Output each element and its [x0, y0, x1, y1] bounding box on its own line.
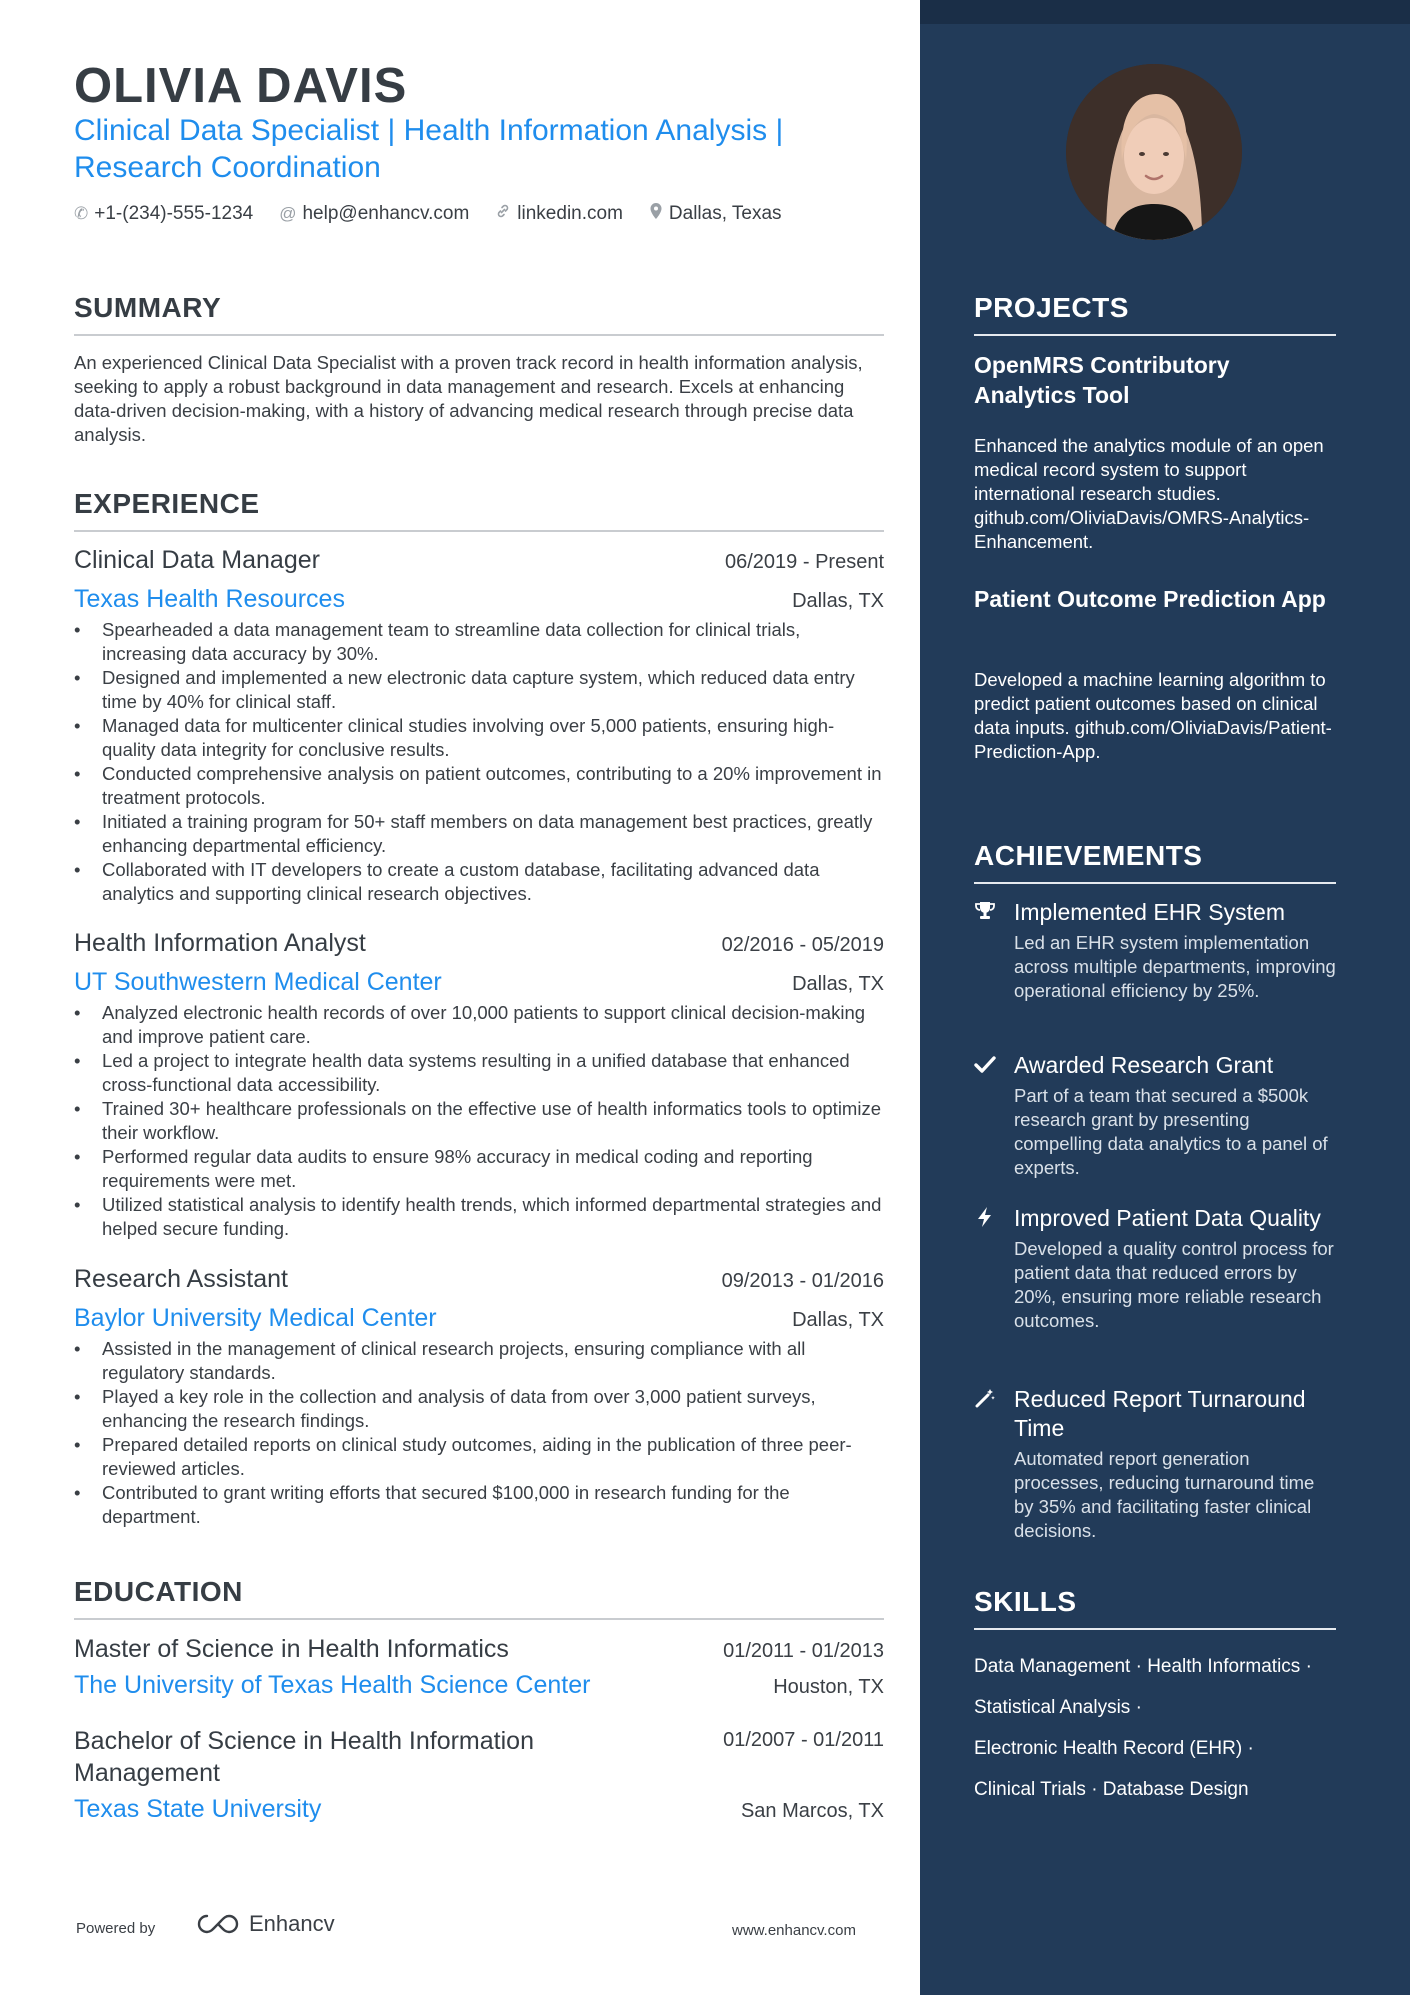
achievement-item [974, 1051, 1336, 1180]
bullet-item: • Led a project to integrate health data systems resulting in a unified database that enhanced cross-functional data accessibility. [74, 1049, 884, 1097]
phone-text: +1-(234)-555-1234 [94, 202, 254, 224]
enhancv-logo[interactable] [195, 1911, 335, 1937]
job-title: Clinical Data Manager [74, 546, 320, 574]
map-pin-icon [649, 202, 663, 225]
achievement-name: Awarded Research Grant [1014, 1052, 1274, 1078]
skills-line: Data Management · Health Informatics · [974, 1656, 1312, 1677]
bullet-item: • Analyzed electronic health records of over 10,000 patients to support clinical decision-making and improve patient care. [74, 1001, 884, 1049]
enhancv-logo-icon [195, 1912, 241, 1936]
bullet-item: • Initiated a training program for 50+ staff members on data management best practices, greatly enhancing departmental efficiency. [74, 810, 884, 858]
phone-icon: ✆ [74, 203, 89, 223]
degree-title: Master of Science in Health Informatics [74, 1635, 509, 1663]
link-icon [495, 203, 511, 224]
bolt-icon [974, 1206, 998, 1230]
degree-title: Bachelor of Science in Health Information Management [74, 1727, 534, 1787]
bullet-item: • Played a key role in the collection and analysis of data from over 3,000 patient surveys, enhancing the research findings. [74, 1385, 884, 1433]
job-bullets [74, 1001, 884, 1241]
contact-email[interactable] [279, 202, 469, 225]
company-name: Texas Health Resources [74, 585, 345, 613]
sidebar-top-strip [920, 0, 1410, 24]
education-entry [74, 1633, 884, 1700]
school-name: Texas State University [74, 1795, 322, 1823]
job-dates: 02/2016 - 05/2019 [721, 934, 884, 956]
job-dates: 09/2013 - 01/2016 [721, 1270, 884, 1292]
experience-heading: EXPERIENCE [74, 488, 884, 532]
contact-linkedin[interactable] [495, 202, 623, 225]
achievement-description: Automated report generation processes, reducing turnaround time by 35% and facilitating faster clinical decisions. [1014, 1448, 1315, 1541]
job-title: Health Information Analyst [74, 929, 366, 957]
bullet-item: • Managed data for multicenter clinical studies involving over 5,000 patients, ensuring high-quality data integrity for conclusive results. [74, 714, 884, 762]
achievement-name: Improved Patient Data Quality [1014, 1205, 1321, 1231]
job-dates: 06/2019 - Present [725, 551, 884, 573]
job-entry [74, 1265, 884, 1529]
achievement-description: Developed a quality control process for patient data that reduced errors by 20%, ensuring more reliable research outcomes. [1014, 1238, 1334, 1331]
job-entry [74, 546, 884, 906]
bullet-item: • Collaborated with IT developers to create a custom database, facilitating advanced data analytics and supporting clinical research objectives. [74, 858, 884, 906]
achievement-item [974, 1204, 1336, 1333]
skills-list [974, 1646, 1344, 1810]
location-text: Dallas, Texas [668, 202, 782, 224]
trophy-icon [974, 900, 998, 924]
education-location: Houston, TX [773, 1676, 884, 1698]
job-entry [74, 929, 884, 1241]
achievements-heading: ACHIEVEMENTS [974, 840, 1336, 884]
education-heading: EDUCATION [74, 1576, 884, 1620]
job-location: Dallas, TX [792, 973, 884, 995]
job-bullets [74, 1337, 884, 1529]
contact-location [649, 202, 782, 225]
skills-line: Electronic Health Record (EHR) · [974, 1738, 1254, 1759]
education-entry [74, 1725, 884, 1824]
achievement-item [974, 1385, 1336, 1543]
bullet-item: • Conducted comprehensive analysis on patient outcomes, contributing to a 20% improvement in treatment protocols. [74, 762, 884, 810]
achievement-description: Part of a team that secured a $500k research grant by presenting compelling data analytics to a panel of experts. [1014, 1085, 1328, 1178]
bullet-item: • Spearheaded a data management team to streamline data collection for clinical trials, increasing data accuracy by 30%. [74, 618, 884, 666]
job-title: Research Assistant [74, 1265, 288, 1293]
bullet-item: • Designed and implemented a new electronic data capture system, which reduced data entry time by 40% for clinical staff. [74, 666, 884, 714]
bullet-item: • Contributed to grant writing efforts that secured $100,000 in research funding for the department. [74, 1481, 884, 1529]
company-name: UT Southwestern Medical Center [74, 968, 442, 996]
education-dates: 01/2007 - 01/2011 [723, 1729, 884, 1751]
skills-line: Statistical Analysis · [974, 1697, 1142, 1718]
candidate-name: OLIVIA DAVIS [74, 59, 408, 113]
projects-heading: PROJECTS [974, 292, 1336, 336]
company-name: Baylor University Medical Center [74, 1304, 437, 1332]
project-description: Developed a machine learning algorithm to predict patient outcomes based on clinical data inputs. github.com/OliviaDavis/Patient-Prediction-App. [974, 669, 1332, 762]
bullet-item: • Performed regular data audits to ensure 98% accuracy in medical coding and reporting requirements were met. [74, 1145, 884, 1193]
education-location: San Marcos, TX [740, 1800, 884, 1822]
achievement-name: Reduced Report Turnaround Time [1014, 1386, 1306, 1441]
summary-text: An experienced Clinical Data Specialist with a proven track record in health information analysis, seeking to apply a robust background in data management and research. Excels at enhancing data-driven decision-making, with a history of advancing medical research through precise data analysis. [74, 352, 863, 445]
project-description: Enhanced the analytics module of an open medical record system to support international research studies. github.com/OliviaDavis/OMRS-Analytics-Enhancement. [974, 435, 1324, 552]
brand-name: Enhancv [249, 1911, 335, 1936]
magic-wand-icon [974, 1387, 998, 1411]
skills-line: Clinical Trials · Database Design [974, 1779, 1249, 1800]
powered-by-label: Powered by [76, 1920, 156, 1937]
project-name: OpenMRS Contributory Analytics Tool [974, 352, 1230, 408]
headline: Clinical Data Specialist | Health Information Analysis | Research Coordination [74, 114, 784, 184]
achievement-item [974, 898, 1336, 1003]
achievement-name: Implemented EHR System [1014, 899, 1285, 925]
linkedin-text: linkedin.com [517, 202, 623, 224]
bullet-item: • Trained 30+ healthcare professionals on the effective use of health informatics tools to optimize their workflow. [74, 1097, 884, 1145]
summary-heading: SUMMARY [74, 292, 884, 336]
job-location: Dallas, TX [792, 590, 884, 612]
bullet-item: • Utilized statistical analysis to identify health trends, which informed departmental strategies and helped secure funding. [74, 1193, 884, 1241]
bullet-item: • Prepared detailed reports on clinical study outcomes, aiding in the publication of three peer-reviewed articles. [74, 1433, 884, 1481]
project-name: Patient Outcome Prediction App [974, 586, 1326, 612]
email-text: help@enhancv.com [302, 202, 470, 224]
contact-phone[interactable] [74, 202, 253, 225]
school-name: The University of Texas Health Science Center [74, 1671, 591, 1699]
job-bullets [74, 618, 884, 906]
at-icon: @ [279, 203, 297, 223]
bullet-item: • Assisted in the management of clinical research projects, ensuring compliance with all regulatory standards. [74, 1337, 884, 1385]
avatar [1066, 64, 1242, 240]
job-location: Dallas, TX [792, 1309, 884, 1331]
skills-heading: SKILLS [974, 1586, 1336, 1630]
education-dates: 01/2011 - 01/2013 [723, 1640, 884, 1662]
check-icon [974, 1053, 998, 1077]
contact-bar [74, 202, 782, 225]
achievement-description: Led an EHR system implementation across multiple departments, improving operational efficiency by 25%. [1014, 932, 1336, 1001]
footer-url[interactable]: www.enhancv.com [732, 1922, 856, 1939]
